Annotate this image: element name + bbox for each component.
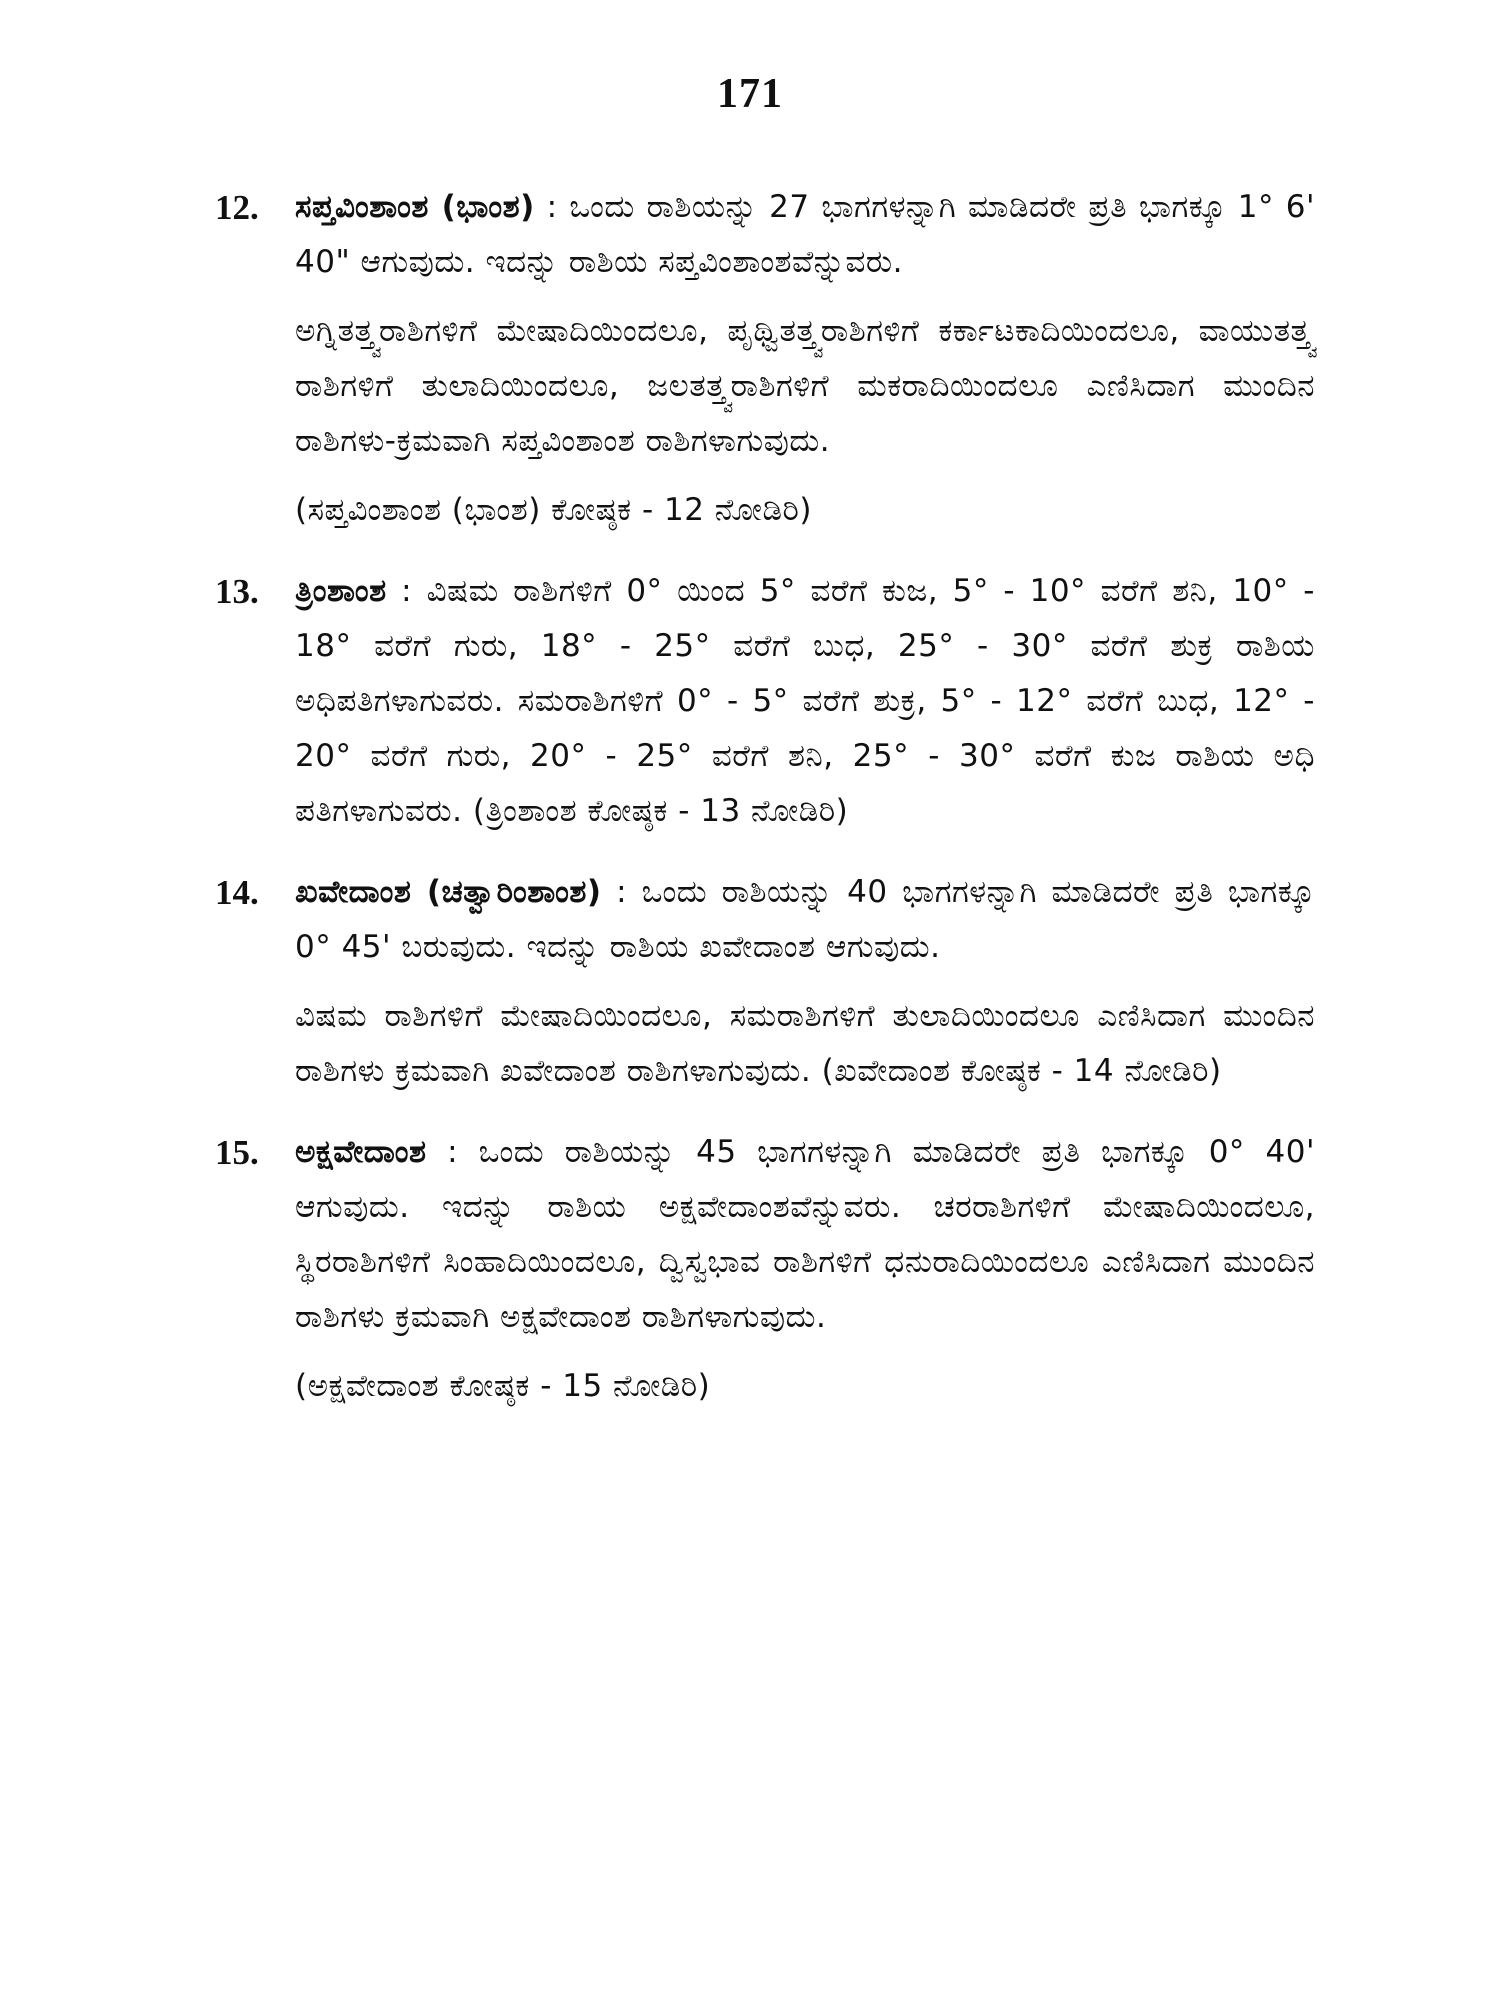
- section-term: ಅಕ್ಷವೇದಾಂಶ: [295, 1134, 427, 1170]
- section-body: [295, 865, 1315, 1099]
- page-content: [215, 180, 1315, 1440]
- section-number: 12.: [215, 188, 259, 227]
- section-number: 14.: [215, 873, 259, 912]
- section-intro: [295, 865, 1315, 975]
- section-12: [215, 180, 1315, 538]
- section-term: ಖವೇದಾಂಶ (ಚತ್ವಾರಿಂಶಾಂಶ): [295, 874, 602, 910]
- section-intro-text: : ಒಂದು ರಾಶಿಯನ್ನು 45 ಭಾಗಗಳನ್ನಾಗಿ ಮಾಡಿದರೇ ಪ್ರತಿ ಭಾಗಕ್ಕೂ 0° 40' ಆಗುವುದು. ಇದನ್ನು ರಾಶಿಯ ಅಕ್ಷವೇದಾಂಶವೆನ್ನುವರು. ಚರರಾಶಿಗಳಿಗೆ ಮೇಷಾದಿಯಿಂದಲೂ, ಸ್ಥಿರರಾಶಿಗಳಿಗೆ ಸಿಂಹಾದಿಯಿಂದಲೂ, ದ್ವಿಸ್ವಭಾವ ರಾಶಿಗಳಿಗೆ ಧನುರಾದಿಯಿಂದಲೂ ಎಣಿಸಿದಾಗ ಮುಂದಿನ ರಾಶಿಗಳು ಕ್ರಮವಾಗಿ ಅಕ್ಷವೇದಾಂಶ ರಾಶಿಗಳಾಗುವುದು.: [295, 1134, 1315, 1335]
- section-intro: [295, 180, 1315, 290]
- section-number: 15.: [215, 1133, 259, 1172]
- section-body: [295, 180, 1315, 538]
- section-13: [215, 564, 1315, 839]
- section-intro: [295, 564, 1315, 839]
- page-number: 171: [717, 71, 783, 117]
- section-15: [215, 1125, 1315, 1414]
- section-reference: (ಸಪ್ತವಿಂಶಾಂಶ (ಭಾಂಶ) ಕೋಷ್ಠಕ - 12 ನೋಡಿರಿ): [295, 492, 812, 528]
- section-intro-text: : ವಿಷಮ ರಾಶಿಗಳಿಗೆ 0° ಯಿಂದ 5° ವರೆಗೆ ಕುಜ, 5° - 10° ವರೆಗೆ ಶನಿ, 10° - 18° ವರೆಗೆ ಗುರು, 18° - 25° ವರೆಗೆ ಬುಧ, 25° - 30° ವರೆಗೆ ಶುಕ್ರ ರಾಶಿಯ ಅಧಿಪತಿಗಳಾಗುವರು. ಸಮರಾಶಿಗಳಿಗೆ 0° - 5° ವರೆಗೆ ಶುಕ್ರ, 5° - 12° ವರೆಗೆ ಬುಧ, 12° - 20° ವರೆಗೆ ಗುರು, 20° - 25° ವರೆಗೆ ಶನಿ, 25° - 30° ವರೆಗೆ ಕುಜ ರಾಶಿಯ ಅಧಿ ಪತಿಗಳಾಗುವರು. (ತ್ರಿಂಶಾಂಶ ಕೋಷ್ಠಕ - 13 ನೋಡಿರಿ): [295, 573, 1315, 829]
- section-intro-text: : ಒಂದು ರಾಶಿಯನ್ನು 27 ಭಾಗಗಳನ್ನಾಗಿ ಮಾಡಿದರೇ ಪ್ರತಿ ಭಾಗಕ್ಕೂ 1° 6' 40" ಆಗುವುದು. ಇದನ್ನು ರಾಶಿಯ ಸಪ್ತವಿಂಶಾಂಶವೆನ್ನುವರು.: [295, 189, 1315, 280]
- section-14: [215, 865, 1315, 1099]
- section-reference: (ಅಕ್ಷವೇದಾಂಶ ಕೋಷ್ಠಕ - 15 ನೋಡಿರಿ): [295, 1368, 711, 1404]
- section-paragraph: ಅಗ್ನಿತತ್ತ್ವರಾಶಿಗಳಿಗೆ ಮೇಷಾದಿಯಿಂದಲೂ, ಪೃಥ್ವಿತತ್ತ್ವರಾಶಿಗಳಿಗೆ ಕರ್ಕಾಟಕಾದಿಯಿಂದಲೂ, ವಾಯುತತ್ತ್ವ ರಾಶಿಗಳಿಗೆ ತುಲಾದಿಯಿಂದಲೂ, ಜಲತತ್ತ್ವರಾಶಿಗಳಿಗೆ ಮಕರಾದಿಯಿಂದಲೂ ಎಣಿಸಿದಾಗ ಮುಂದಿನ ರಾಶಿಗಳು-ಕ್ರಮವಾಗಿ ಸಪ್ತವಿಂಶಾಂಶ ರಾಶಿಗಳಾಗುವುದು.: [295, 313, 1315, 459]
- section-body: [295, 564, 1315, 839]
- section-body: [295, 1125, 1315, 1414]
- section-term: ಸಪ್ತವಿಂಶಾಂಶ (ಭಾಂಶ): [295, 189, 535, 225]
- section-intro-text: : ಒಂದು ರಾಶಿಯನ್ನು 40 ಭಾಗಗಳನ್ನಾಗಿ ಮಾಡಿದರೇ ಪ್ರತಿ ಭಾಗಕ್ಕೂ 0° 45' ಬರುವುದು. ಇದನ್ನು ರಾಶಿಯ ಖವೇದಾಂಶ ಆಗುವುದು.: [295, 874, 1315, 965]
- section-term: ತ್ರಿಂಶಾಂಶ: [295, 573, 387, 609]
- section-paragraph: ವಿಷಮ ರಾಶಿಗಳಿಗೆ ಮೇಷಾದಿಯಿಂದಲೂ, ಸಮರಾಶಿಗಳಿಗೆ ತುಲಾದಿಯಿಂದಲೂ ಎಣಿಸಿದಾಗ ಮುಂದಿನ ರಾಶಿಗಳು ಕ್ರಮವಾಗಿ ಖವೇದಾಂಶ ರಾಶಿಗಳಾಗುವುದು. (ಖವೇದಾಂಶ ಕೋಷ್ಠಕ - 14 ನೋಡಿರಿ): [295, 998, 1315, 1089]
- section-intro: [295, 1125, 1315, 1345]
- section-number: 13.: [215, 572, 259, 611]
